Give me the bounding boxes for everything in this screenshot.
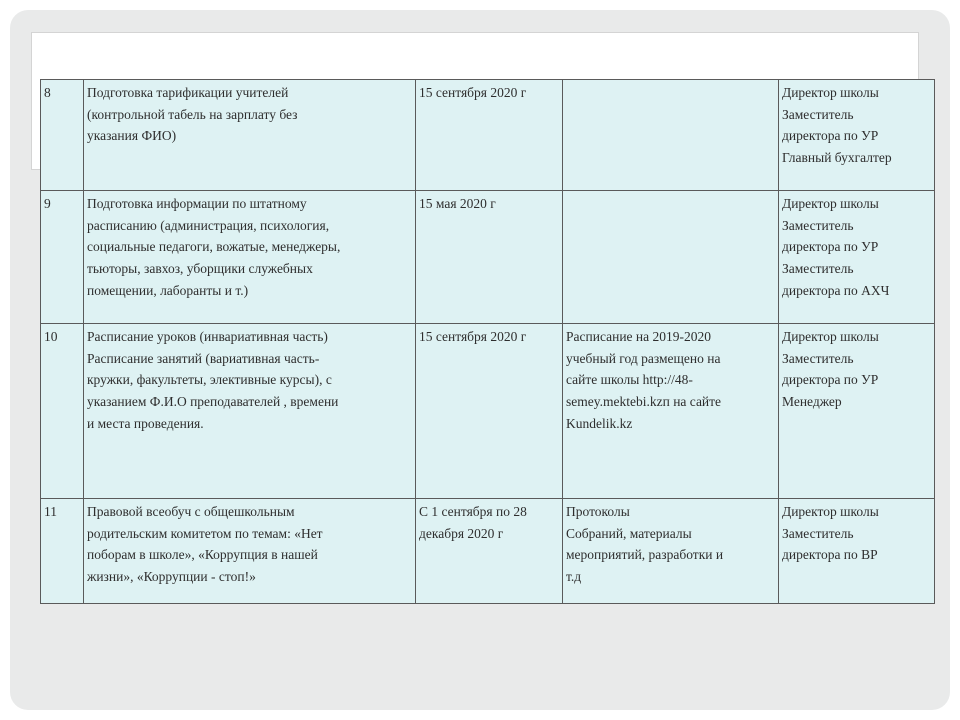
row-number: 9 xyxy=(41,191,84,324)
result-line: Расписание на 2019-2020 xyxy=(566,329,711,344)
task-line: и места проведения. xyxy=(87,415,204,431)
deadline-line: 15 сентября 2020 г xyxy=(419,329,527,344)
responsible-cell xyxy=(779,191,935,324)
result-line: Протоколы xyxy=(566,504,630,519)
deadline-cell xyxy=(416,80,563,191)
table-row xyxy=(41,324,935,499)
task-line: указанием Ф.И.О преподавателей , времени xyxy=(87,394,339,410)
responsible-cell xyxy=(779,324,935,499)
responsible-cell xyxy=(779,499,935,604)
deadline-cell xyxy=(416,499,563,604)
deadline-line: 15 сентября 2020 г xyxy=(419,85,527,100)
responsible-line: директора по УР xyxy=(782,239,879,255)
responsible-line: Директор школы xyxy=(782,196,879,211)
responsible-line: директора по ВР xyxy=(782,547,878,563)
responsible-line: Директор школы xyxy=(782,504,879,519)
task-line: расписанию (администрация, психология, xyxy=(87,217,330,233)
result-cell xyxy=(563,191,779,324)
result-line: т.д xyxy=(566,569,582,585)
deadline-line: С 1 сентября по 28 xyxy=(419,504,527,519)
row-number: 8 xyxy=(41,80,84,191)
task-line: кружки, факультеты, элективные курсы), с xyxy=(87,372,332,388)
result-line: сайте школы http://48- xyxy=(566,372,693,388)
task-line: социальные педагоги, вожатые, менеджеры, xyxy=(87,239,341,255)
task-line: Подготовка информации по штатному xyxy=(87,196,307,211)
result-cell xyxy=(563,324,779,499)
task-cell xyxy=(84,324,416,499)
table-row xyxy=(41,191,935,324)
result-line: Собраний, материалы xyxy=(566,525,692,541)
task-line: поборам в школе», «Коррупция в нашей xyxy=(87,547,318,563)
task-line: Расписание занятий (вариативная часть- xyxy=(87,350,320,366)
result-cell xyxy=(563,80,779,191)
task-line: тьюторы, завхоз, уборщики служебных xyxy=(87,261,313,277)
responsible-line: директора по УР xyxy=(782,372,879,388)
table-row xyxy=(41,499,935,604)
row-number: 10 xyxy=(41,324,84,499)
responsible-line: Заместитель xyxy=(782,525,854,541)
result-cell xyxy=(563,499,779,604)
responsible-line: Заместитель xyxy=(782,106,854,122)
deadline-line: декабря 2020 г xyxy=(419,525,504,541)
task-line: (контрольной табель на зарплату без xyxy=(87,106,298,122)
task-line: родительским комитетом по темам: «Нет xyxy=(87,525,323,541)
row-number: 11 xyxy=(41,499,84,604)
task-cell xyxy=(84,499,416,604)
task-cell xyxy=(84,80,416,191)
task-line: Подготовка тарификации учителей xyxy=(87,85,289,100)
responsible-line: Директор школы xyxy=(782,329,879,344)
responsible-line: Заместитель xyxy=(782,261,854,277)
task-line: указания ФИО) xyxy=(87,128,177,144)
task-line: помещении, лаборанты и т.) xyxy=(87,282,249,298)
responsible-line: директора по УР xyxy=(782,128,879,144)
responsible-line: Заместитель xyxy=(782,217,854,233)
responsible-line: Директор школы xyxy=(782,85,879,100)
result-line: Kundelik.kz xyxy=(566,415,633,431)
table-row xyxy=(41,80,935,191)
task-line: Правовой всеобуч с общешкольным xyxy=(87,504,295,519)
responsible-line: директора по АХЧ xyxy=(782,282,890,298)
task-line: жизни», «Коррупции - стоп!» xyxy=(87,569,256,585)
deadline-cell xyxy=(416,191,563,324)
responsible-line: Менеджер xyxy=(782,394,842,410)
task-cell xyxy=(84,191,416,324)
responsible-cell xyxy=(779,80,935,191)
result-line: мероприятий, разработки и xyxy=(566,547,724,563)
result-line: учебный год размещено на xyxy=(566,350,721,366)
deadline-line: 15 мая 2020 г xyxy=(419,196,496,211)
responsible-line: Главный бухгалтер xyxy=(782,150,892,166)
responsible-line: Заместитель xyxy=(782,350,854,366)
task-line: Расписание уроков (инвариативная часть) xyxy=(87,329,328,344)
result-line: semey.mektebi.kzп на сайте xyxy=(566,394,722,410)
plan-table xyxy=(40,79,935,604)
deadline-cell xyxy=(416,324,563,499)
